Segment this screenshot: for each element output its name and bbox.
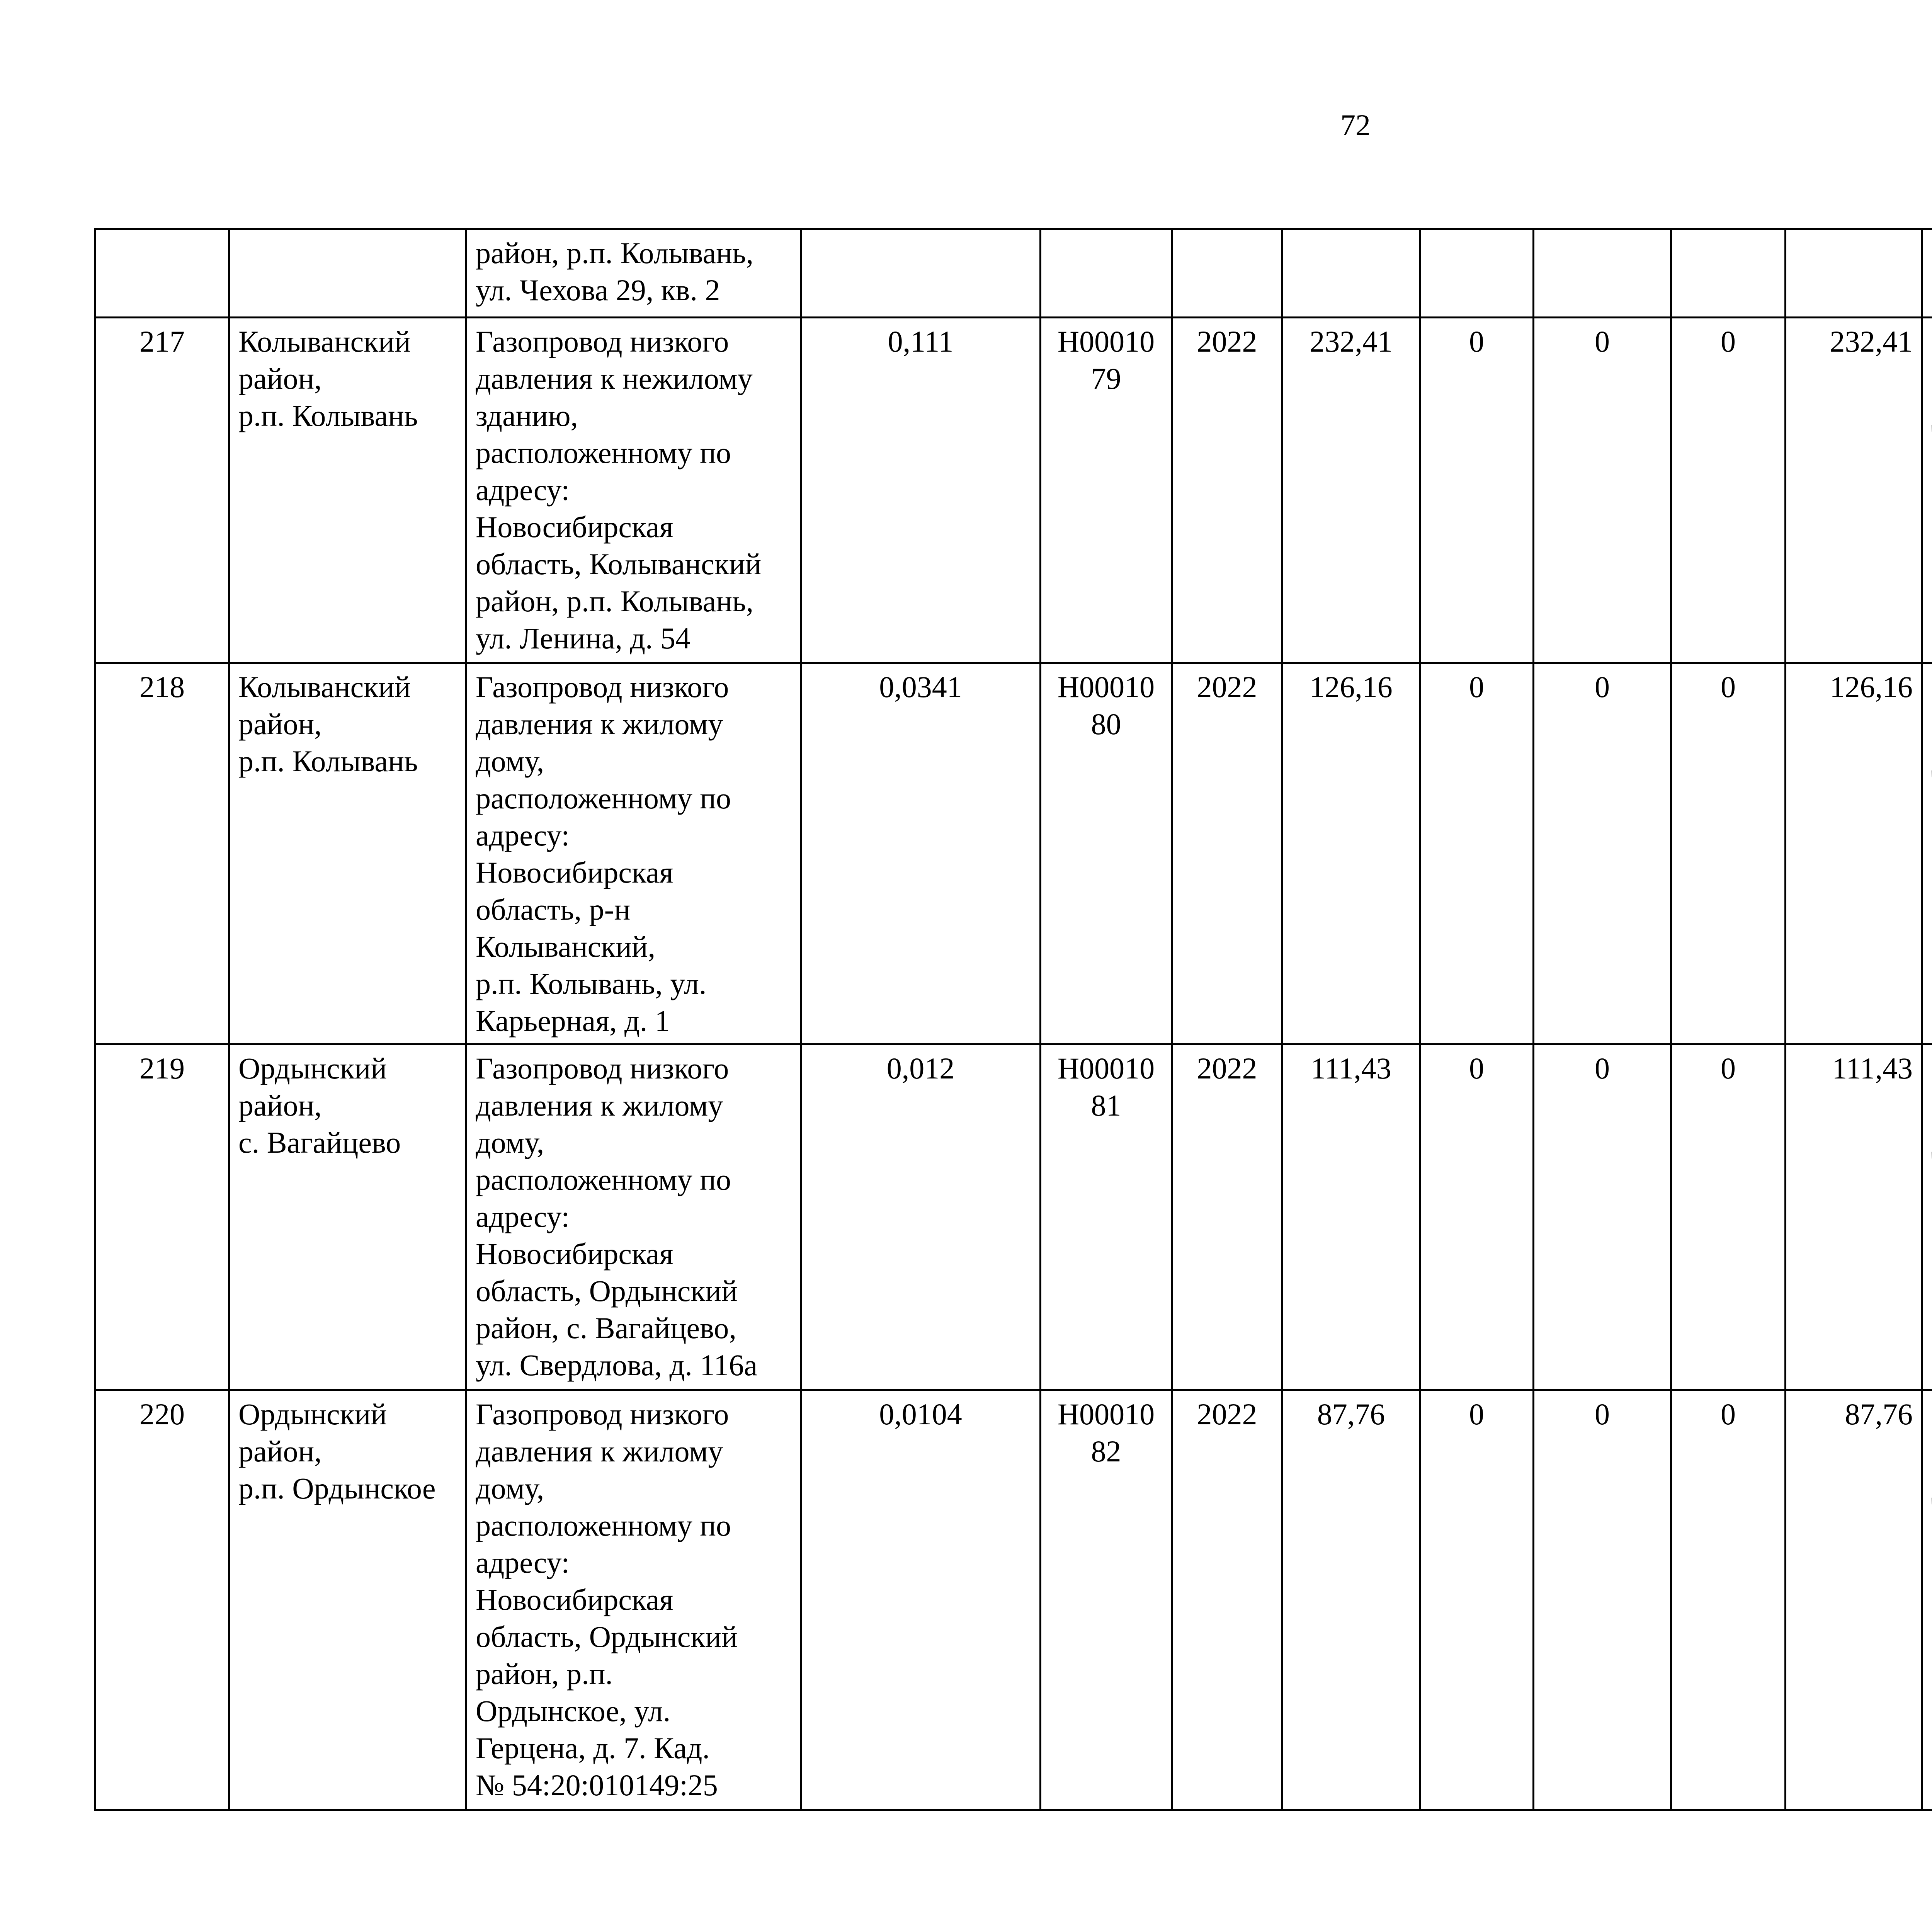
description-line: ул. Ленина, д. 54 [476, 621, 691, 655]
description-line: адресу: [476, 1200, 570, 1233]
code-line: Н00010 [1057, 1051, 1155, 1085]
cell-num [95, 229, 229, 318]
cell-num: 217 [95, 318, 229, 663]
description-line: давления к жилому [476, 1434, 723, 1468]
description-line: Газопровод низкого [476, 325, 729, 358]
cell-code [1041, 663, 1172, 1044]
cell-num: 220 [95, 1390, 229, 1810]
description-line: Новосибирская [476, 856, 673, 889]
cell-organization [1922, 229, 1932, 318]
code-line: Н00010 [1057, 670, 1155, 704]
description-line: Карьерная, д. 1 [476, 1004, 670, 1038]
cell-v2 [1534, 229, 1671, 318]
table-row [95, 663, 1932, 1044]
cell-v2: 0 [1534, 663, 1671, 1044]
description-line: район, с. Вагайцево, [476, 1311, 736, 1345]
location-line: район, [238, 707, 322, 741]
description-line: адресу: [476, 473, 570, 507]
description-line: расположенному по [476, 1509, 731, 1542]
description-line: ул. Чехова 29, кв. 2 [476, 273, 720, 307]
code-line: Н00010 [1057, 325, 1155, 358]
description-line: область, Ордынский [476, 1274, 738, 1308]
cell-v3: 0 [1671, 1390, 1786, 1810]
cell-year: 2022 [1172, 1044, 1282, 1390]
description-line: № 54:20:010149:25 [476, 1768, 718, 1802]
cell-v2: 0 [1534, 1390, 1671, 1810]
cell-code [1041, 229, 1172, 318]
description-line: область, Ордынский [476, 1620, 738, 1653]
cell-length [801, 229, 1041, 318]
cell-location [229, 318, 466, 663]
description-line: Герцена, д. 7. Кад. [476, 1731, 710, 1765]
description-line: Колыванский, [476, 930, 656, 963]
cell-year: 2022 [1172, 318, 1282, 663]
description-line: Новосибирская [476, 1237, 673, 1271]
table-row [95, 318, 1932, 663]
description-line: расположенному по [476, 781, 731, 815]
code-line: 82 [1091, 1434, 1121, 1468]
location-line: район, [238, 1089, 322, 1122]
description-line: область, Колыванский [476, 547, 762, 581]
page-number: 72 [1340, 108, 1371, 142]
cell-location [229, 1044, 466, 1390]
cell-v1: 0 [1420, 318, 1534, 663]
cell-v3: 0 [1671, 1044, 1786, 1390]
description-line: дому, [476, 1126, 544, 1159]
description-line: Ордынское, ул. [476, 1694, 671, 1728]
location-line: р.п. Колывань [238, 744, 418, 778]
cell-num: 218 [95, 663, 229, 1044]
description-line: давления к жилому [476, 707, 723, 741]
location-line: Колыванский [238, 325, 411, 358]
cell-description [466, 229, 801, 318]
description-line: р.п. Колывань, ул. [476, 967, 707, 1000]
cell-v3: 0 [1671, 318, 1786, 663]
cell-total: 126,16 [1282, 663, 1420, 1044]
description-line: ул. Свердлова, д. 116а [476, 1348, 757, 1382]
code-line: 79 [1091, 362, 1121, 395]
cell-organization [1922, 1044, 1932, 1390]
cell-v1 [1420, 229, 1534, 318]
cell-v4: 126,16 [1786, 663, 1922, 1044]
cell-total: 111,43 [1282, 1044, 1420, 1390]
cell-v4 [1786, 229, 1922, 318]
code-line: 81 [1091, 1089, 1121, 1122]
cell-year [1172, 229, 1282, 318]
location-line: р.п. Ордынское [238, 1471, 436, 1505]
cell-length: 0,0341 [801, 663, 1041, 1044]
description-line: район, р.п. [476, 1657, 613, 1691]
cell-total: 87,76 [1282, 1390, 1420, 1810]
cell-v2: 0 [1534, 1044, 1671, 1390]
table-row [95, 1044, 1932, 1390]
description-line: адресу: [476, 1546, 570, 1579]
description-line: Новосибирская [476, 1583, 673, 1616]
cell-year: 2022 [1172, 663, 1282, 1044]
description-line: Новосибирская [476, 510, 673, 544]
cell-code [1041, 1390, 1172, 1810]
cell-v4: 232,41 [1786, 318, 1922, 663]
cell-description [466, 663, 801, 1044]
location-line: Колыванский [238, 670, 411, 704]
cell-v3: 0 [1671, 663, 1786, 1044]
code-line: Н00010 [1057, 1397, 1155, 1431]
table-row-continuation [95, 229, 1932, 318]
description-line: Газопровод низкого [476, 1397, 729, 1431]
data-table [94, 228, 1932, 1811]
description-line: адресу: [476, 818, 570, 852]
cell-v1: 0 [1420, 663, 1534, 1044]
cell-v4: 87,76 [1786, 1390, 1922, 1810]
cell-description [466, 1044, 801, 1390]
description-line: расположенному по [476, 436, 731, 469]
cell-organization [1922, 663, 1932, 1044]
cell-v1: 0 [1420, 1390, 1534, 1810]
cell-v4: 111,43 [1786, 1044, 1922, 1390]
cell-location [229, 1390, 466, 1810]
cell-length: 0,0104 [801, 1390, 1041, 1810]
cell-code [1041, 318, 1172, 663]
location-line: Ордынский [238, 1051, 387, 1085]
description-line: давления к жилому [476, 1089, 723, 1122]
description-line: район, р.п. Колывань, [476, 584, 754, 618]
cell-total: 232,41 [1282, 318, 1420, 663]
location-line: р.п. Колывань [238, 399, 418, 432]
cell-location [229, 663, 466, 1044]
table-row [95, 1390, 1932, 1810]
description-line: зданию, [476, 399, 578, 432]
cell-description [466, 318, 801, 663]
cell-num: 219 [95, 1044, 229, 1390]
cell-year: 2022 [1172, 1390, 1282, 1810]
cell-total [1282, 229, 1420, 318]
cell-length: 0,111 [801, 318, 1041, 663]
cell-location [229, 229, 466, 318]
location-line: с. Вагайцево [238, 1126, 401, 1159]
location-line: Ордынский [238, 1397, 387, 1431]
description-line: дому, [476, 1471, 544, 1505]
cell-v1: 0 [1420, 1044, 1534, 1390]
description-line: Газопровод низкого [476, 670, 729, 704]
description-line: район, р.п. Колывань, [476, 236, 754, 270]
cell-v2: 0 [1534, 318, 1671, 663]
location-line: район, [238, 1434, 322, 1468]
description-line: область, р-н [476, 893, 631, 926]
cell-length: 0,012 [801, 1044, 1041, 1390]
cell-code [1041, 1044, 1172, 1390]
description-line: давления к нежилому [476, 362, 753, 395]
cell-description [466, 1390, 801, 1810]
description-line: дому, [476, 744, 544, 778]
location-line: район, [238, 362, 322, 395]
cell-organization [1922, 318, 1932, 663]
description-line: Газопровод низкого [476, 1051, 729, 1085]
description-line: расположенному по [476, 1163, 731, 1196]
cell-organization [1922, 1390, 1932, 1810]
cell-v3 [1671, 229, 1786, 318]
code-line: 80 [1091, 707, 1121, 741]
